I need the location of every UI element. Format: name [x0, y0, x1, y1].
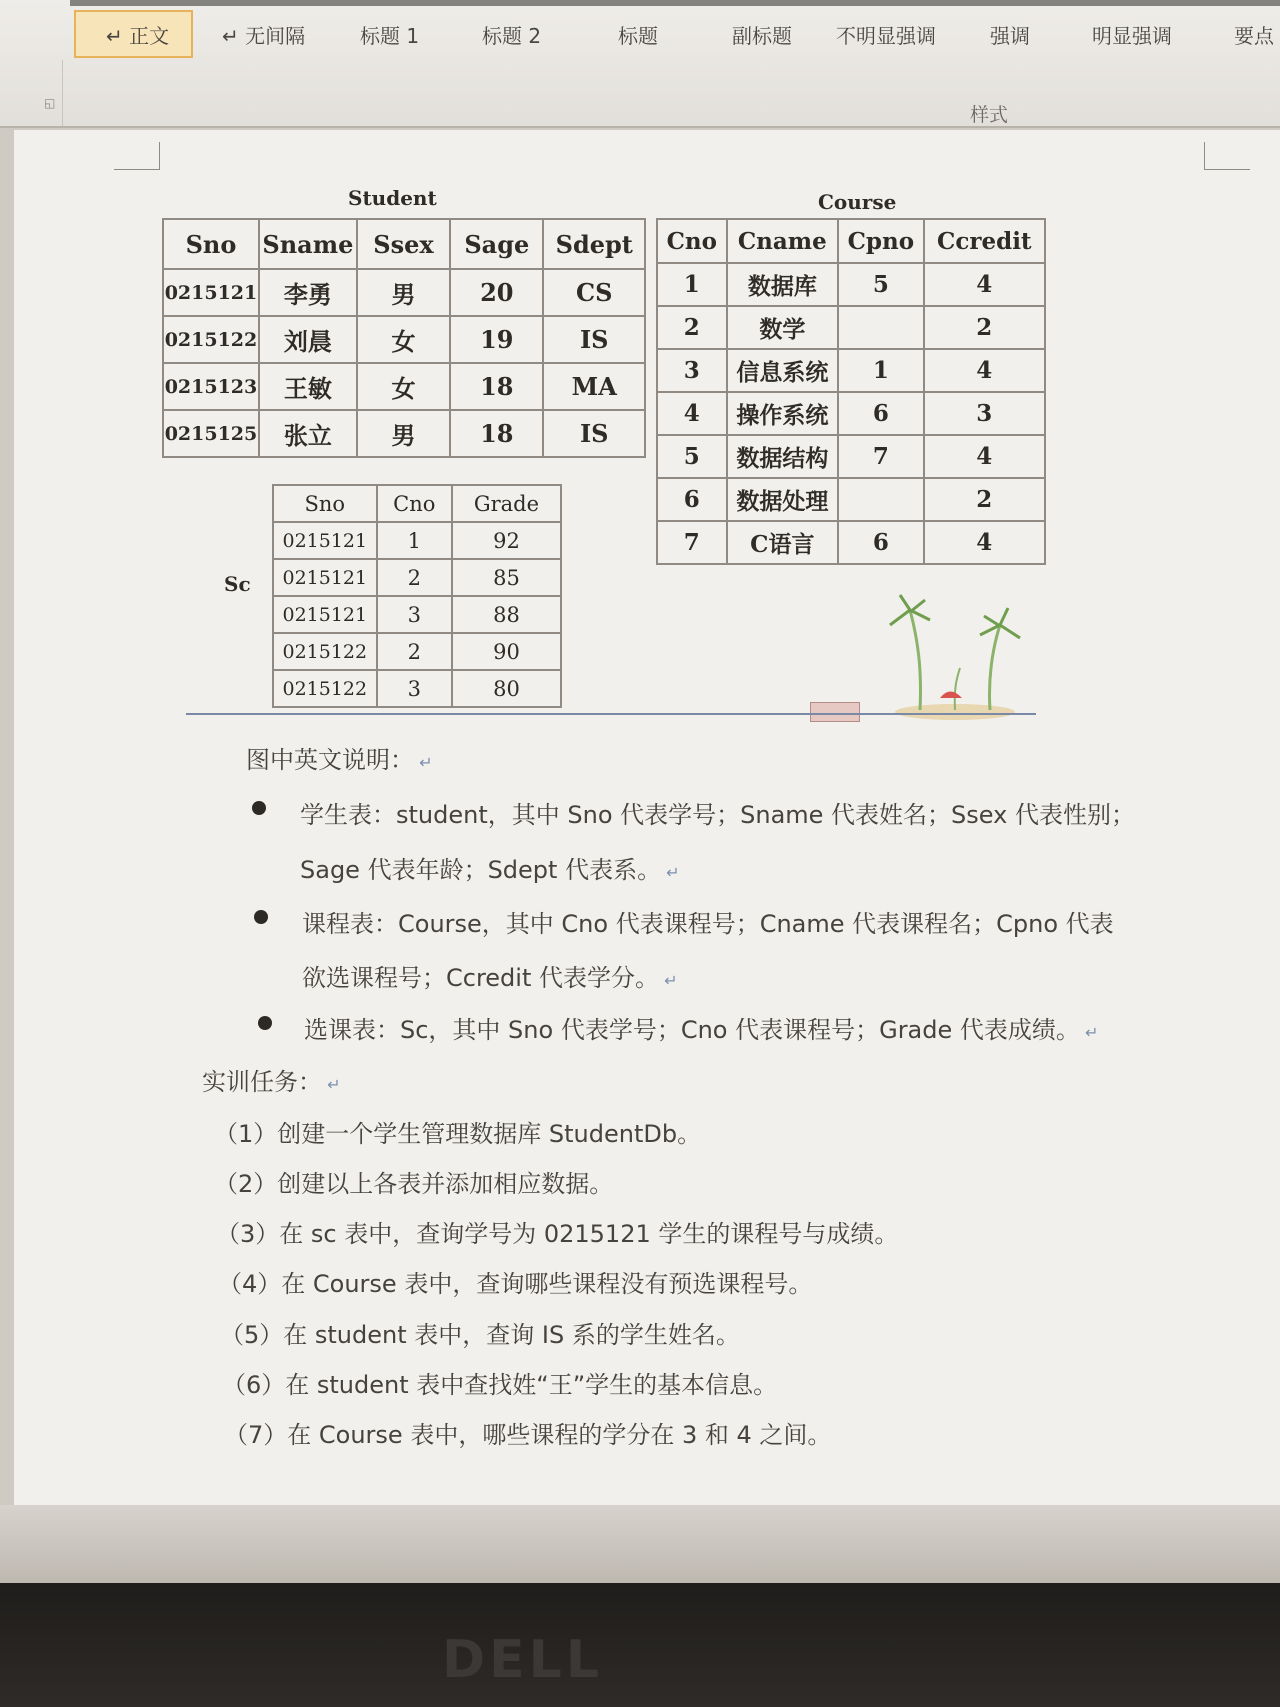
header-cell: Cno — [657, 219, 727, 263]
task-item: （3）在 sc 表中，查询学号为 0215121 学生的课程号与成绩。 — [216, 1220, 899, 1248]
paragraph-mark-icon: ↵ — [322, 1075, 341, 1094]
table-cell — [838, 478, 924, 521]
table-cell: 刘晨 — [259, 316, 357, 363]
table-cell: 2 — [924, 478, 1045, 521]
bullet-student-line2-text: Sage 代表年龄；Sdept 代表系。 — [300, 856, 662, 884]
bullet-icon — [252, 801, 266, 815]
table-cell: 0215122 — [273, 670, 377, 707]
table-cell — [838, 306, 924, 349]
table-cell: 张立 — [259, 410, 357, 457]
table-cell: 3 — [377, 670, 452, 707]
table-row — [273, 559, 561, 596]
table-cell: 0215122 — [273, 633, 377, 670]
table-cell: 0215123 — [163, 363, 259, 410]
table-cell: 88 — [452, 596, 561, 633]
style-intense-emphasis[interactable]: 明显强调 — [1092, 24, 1172, 48]
table-cell: 男 — [357, 410, 450, 457]
table-cell: 6 — [657, 478, 727, 521]
table-cell: 数据库 — [727, 263, 839, 306]
style-no-spacing-label: 无间隔 — [245, 24, 306, 48]
table-row — [163, 363, 645, 410]
table-cell: 20 — [450, 269, 543, 316]
header-cell: Cname — [727, 219, 839, 263]
bullet-student-line1: 学生表：student，其中 Sno 代表学号；Sname 代表姓名；Ssex 代表性别； — [300, 801, 1135, 829]
table-cell: 5 — [838, 263, 924, 306]
style-no-spacing[interactable]: ↵ 无间隔 — [222, 24, 306, 48]
table-cell: CS — [543, 269, 645, 316]
monitor-bezel — [0, 1583, 1280, 1707]
dialog-launcher-icon[interactable]: ◱ — [44, 96, 56, 110]
table-cell: 5 — [657, 435, 727, 478]
table-cell: 操作系统 — [727, 392, 839, 435]
course-table-title: Course — [818, 190, 897, 214]
table-cell: 3 — [924, 392, 1045, 435]
task-item: （6）在 student 表中查找姓“王”学生的基本信息。 — [222, 1371, 778, 1399]
table-cell: 4 — [657, 392, 727, 435]
table-cell: 92 — [452, 522, 561, 559]
header-cell: Grade — [452, 485, 561, 522]
paragraph-mark-icon: ↵ — [661, 863, 680, 882]
table-cell: 1 — [838, 349, 924, 392]
table-cell: 2 — [377, 633, 452, 670]
table-cell: MA — [543, 363, 645, 410]
table-cell: 4 — [924, 435, 1045, 478]
table-row — [657, 392, 1045, 435]
paragraph-mark-icon: ↵ — [659, 971, 678, 990]
student-table-title: Student — [348, 186, 437, 210]
table-cell: 18 — [450, 410, 543, 457]
margin-corner-mark — [1204, 142, 1250, 170]
table-cell: 7 — [838, 435, 924, 478]
table-cell: 女 — [357, 316, 450, 363]
table-cell: 男 — [357, 269, 450, 316]
table-row — [163, 269, 645, 316]
table-cell: 0215121 — [273, 596, 377, 633]
header-cell: Ccredit — [924, 219, 1045, 263]
table-cell: 0215122 — [163, 316, 259, 363]
table-row — [657, 478, 1045, 521]
paragraph-mark-icon: ↵ — [1079, 1023, 1099, 1042]
table-cell: 18 — [450, 363, 543, 410]
table-row — [273, 633, 561, 670]
table-row — [657, 435, 1045, 478]
table-cell: 李勇 — [259, 269, 357, 316]
table-row — [273, 522, 561, 559]
table-cell: 1 — [657, 263, 727, 306]
task-item: （2）创建以上各表并添加相应数据。 — [214, 1170, 614, 1198]
task-item: （5）在 student 表中，查询 IS 系的学生姓名。 — [220, 1321, 740, 1349]
table-cell: 90 — [452, 633, 561, 670]
sc-table — [272, 484, 562, 708]
table-cell: 7 — [657, 521, 727, 564]
table-cell: 数据处理 — [727, 478, 839, 521]
table-cell: 80 — [452, 670, 561, 707]
table-row — [657, 349, 1045, 392]
bullet-sc-line1 — [304, 1010, 1098, 1045]
table-cell: 0215121 — [163, 269, 259, 316]
sc-table-label: Sc — [224, 572, 251, 596]
legend-heading — [246, 740, 433, 775]
task-item: （1）创建一个学生管理数据库 StudentDb。 — [214, 1120, 702, 1148]
table-cell: 4 — [924, 263, 1045, 306]
table-cell: 1 — [377, 522, 452, 559]
table-cell: 3 — [377, 596, 452, 633]
table-cell: IS — [543, 316, 645, 363]
header-cell: Ssex — [357, 219, 450, 269]
bullet-icon — [254, 910, 268, 924]
dell-logo: DELL — [442, 1630, 603, 1690]
student-table — [162, 218, 646, 458]
task-item: （7）在 Course 表中，哪些课程的学分在 3 和 4 之间。 — [224, 1421, 832, 1449]
table-row — [657, 306, 1045, 349]
table-cell: 2 — [657, 306, 727, 349]
table-header-row — [163, 219, 645, 269]
bullet-student-line2 — [300, 850, 680, 885]
table-cell: 6 — [838, 392, 924, 435]
header-cell: Sdept — [543, 219, 645, 269]
style-heading-1[interactable]: 标题 1 — [360, 24, 420, 48]
course-table — [656, 218, 1046, 565]
header-cell: Sno — [273, 485, 377, 522]
style-key-point[interactable]: 要点 — [1234, 24, 1274, 48]
table-cell: 数据结构 — [727, 435, 839, 478]
style-emphasis[interactable]: 强调 — [990, 24, 1030, 48]
tasks-heading-text: 实训任务： — [202, 1068, 322, 1096]
style-normal-label: 正文 — [129, 24, 170, 48]
bullet-course-line2-text: 欲选课程号；Ccredit 代表学分。 — [302, 964, 659, 992]
table-cell: 0215125 — [163, 410, 259, 457]
style-subtle-emphasis[interactable]: 不明显强调 — [836, 24, 936, 48]
table-cell: 2 — [924, 306, 1045, 349]
style-heading-2[interactable]: 标题 2 — [482, 24, 542, 48]
style-title[interactable]: 标题 — [618, 24, 658, 48]
table-cell: 6 — [838, 521, 924, 564]
ribbon — [0, 0, 1280, 128]
table-cell: 2 — [377, 559, 452, 596]
palm-tree-clipart — [880, 590, 1030, 720]
bullet-sc-line1-text: 选课表：Sc，其中 Sno 代表学号；Cno 代表课程号；Grade 代表成绩。 — [304, 1016, 1080, 1044]
tasks-heading — [202, 1062, 341, 1097]
table-cell: 85 — [452, 559, 561, 596]
styles-gallery — [72, 6, 1280, 58]
margin-corner-mark — [114, 142, 160, 170]
header-cell: Sage — [450, 219, 543, 269]
table-row — [273, 596, 561, 633]
header-cell: Cpno — [838, 219, 924, 263]
table-header-row — [273, 485, 561, 522]
bullet-course-line1: 课程表：Course，其中 Cno 代表课程号；Cname 代表课程名；Cpno 代表 — [302, 910, 1114, 938]
style-normal[interactable]: ↵ 正文 — [74, 10, 193, 58]
table-row — [163, 410, 645, 457]
media-marker — [810, 702, 860, 722]
status-area — [0, 1505, 1280, 1583]
table-cell: 3 — [657, 349, 727, 392]
header-cell: Sname — [259, 219, 357, 269]
style-subtitle[interactable]: 副标题 — [732, 24, 792, 48]
table-cell: 0215121 — [273, 559, 377, 596]
table-cell: C语言 — [727, 521, 839, 564]
table-row — [273, 670, 561, 707]
table-header-row — [657, 219, 1045, 263]
table-cell: 4 — [924, 349, 1045, 392]
table-row — [163, 316, 645, 363]
task-item: （4）在 Course 表中，查询哪些课程没有预选课程号。 — [218, 1270, 813, 1298]
legend-heading-text: 图中英文说明： — [246, 746, 414, 774]
header-cell: Sno — [163, 219, 259, 269]
paragraph-mark-icon: ↵ — [414, 753, 433, 772]
bullet-icon — [258, 1016, 272, 1030]
table-cell: 王敏 — [259, 363, 357, 410]
bullet-course-line2 — [302, 958, 678, 993]
table-cell: IS — [543, 410, 645, 457]
table-cell: 4 — [924, 521, 1045, 564]
styles-group-label: 样式 — [970, 104, 1009, 126]
header-cell: Cno — [377, 485, 452, 522]
table-cell: 女 — [357, 363, 450, 410]
table-cell: 数学 — [727, 306, 839, 349]
table-cell: 19 — [450, 316, 543, 363]
table-row — [657, 521, 1045, 564]
table-row — [657, 263, 1045, 306]
table-cell: 0215121 — [273, 522, 377, 559]
table-cell: 信息系统 — [727, 349, 839, 392]
section-divider — [186, 713, 1036, 715]
ribbon-separator — [62, 60, 63, 126]
